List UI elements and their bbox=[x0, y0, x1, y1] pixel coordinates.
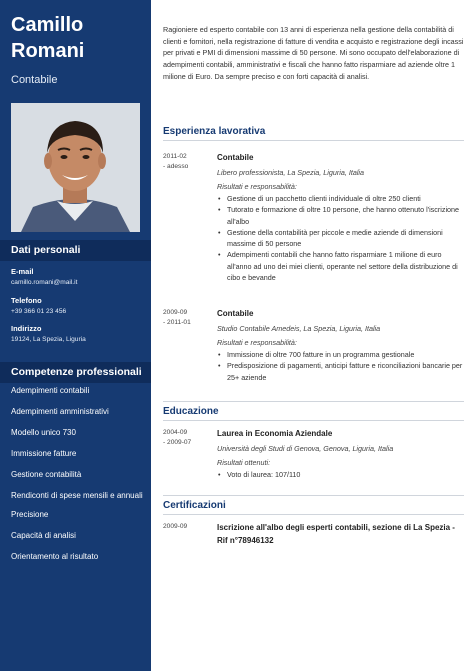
skills-heading: Competenze professionali bbox=[0, 362, 151, 383]
address-label: Indirizzo bbox=[11, 324, 42, 333]
skill-item: Modello unico 730 bbox=[11, 428, 76, 437]
education-date-to: - 2009-07 bbox=[163, 439, 192, 446]
education-bullets bbox=[217, 469, 465, 480]
certifications-heading bbox=[163, 495, 464, 515]
job-bullet: • Gestione di un pacchetto clienti individuale di oltre 250 clienti bbox=[227, 193, 465, 204]
job-entry bbox=[217, 308, 465, 383]
certification-date: 2009-09 bbox=[163, 523, 188, 530]
job-company: Libero professionista, La Spezia, Liguria, Italia bbox=[217, 168, 365, 177]
phone-value: +39 366 01 23 456 bbox=[11, 308, 67, 315]
education-results-label: Risultati ottenuti: bbox=[217, 458, 271, 467]
skill-item: Immissione fatture bbox=[11, 449, 77, 458]
job-bullet: • Immissione di oltre 700 fatture in un programma gestionale bbox=[227, 349, 465, 360]
job-date-from: 2009-09 bbox=[163, 309, 188, 316]
skill-item: Orientamento al risultato bbox=[11, 552, 99, 561]
job-dates bbox=[163, 308, 211, 328]
education-entry bbox=[217, 428, 465, 480]
job-bullet: • Gestione della contabilità per piccole e medie aziende di dimensioni massime di 50 persone bbox=[227, 227, 465, 250]
address-value: 19124, La Spezia, Liguria bbox=[11, 336, 86, 343]
phone-block bbox=[11, 296, 66, 315]
experience-heading bbox=[163, 126, 464, 141]
school-name: Università degli Studi di Genova, Genova, Liguria, Italia bbox=[217, 444, 394, 453]
skill-item: Adempimenti contabili bbox=[11, 386, 90, 395]
profile-summary: Ragioniere ed esperto contabile con 13 anni di esperienza nella gestione della contabilità di clienti e fornitori, nella registrazione di fatture di vendita e acquisto e registrazione degli incassi per privati e PMI di dimensioni massime di 50 persone. Mi sono occupato dell'elaborazione di adempimenti contabili, amministrativi e fiscali che hanno fatto risparmiare ad aziende oltre 1 milione di Euro. Da sempre preciso e con forti capacità di analisi. bbox=[163, 25, 464, 81]
job-bullet: • Adempimenti contabili che hanno fatto risparmiare 1 milione di euro all'anno ad uno dei miei clienti, operante nel settore della distribuzione di cibo e bevande bbox=[227, 249, 465, 283]
personal-data-heading: Dati personali bbox=[0, 240, 151, 261]
certification-entry bbox=[217, 521, 465, 547]
education-dates bbox=[163, 428, 211, 448]
job-bullet: • Predisposizione di pagamenti, anticipi fatture e riconciliazioni bancarie per 25+ aziende bbox=[227, 360, 465, 383]
experience-heading-text: Esperienza lavorativa bbox=[163, 126, 266, 137]
job-entry bbox=[217, 152, 465, 283]
profile-photo bbox=[11, 103, 140, 232]
skill-item: Gestione contabilità bbox=[11, 470, 82, 479]
first-name: Camillo bbox=[11, 14, 84, 36]
job-company: Studio Contabile Amedeis, La Spezia, Liguria, Italia bbox=[217, 324, 381, 333]
email-value[interactable]: camillo.romani@mail.it bbox=[11, 279, 78, 286]
education-heading bbox=[163, 401, 464, 421]
job-title: Contabile bbox=[217, 309, 254, 318]
skill-item: Rendiconti di spese mensili e annuali bbox=[11, 491, 143, 500]
job-title: Contabile bbox=[11, 74, 58, 86]
last-name: Romani bbox=[11, 40, 85, 62]
job-date-from: 2011-02 bbox=[163, 153, 187, 160]
job-date-to: - adesso bbox=[163, 163, 189, 170]
certifications-heading-text: Certificazioni bbox=[163, 500, 226, 511]
job-title: Contabile bbox=[217, 153, 254, 162]
candidate-name bbox=[11, 12, 84, 64]
education-heading-text: Educazione bbox=[163, 406, 219, 417]
job-results-label: Risultati e responsabilità: bbox=[217, 182, 297, 191]
job-dates bbox=[163, 152, 211, 172]
skill-item: Capacità di analisi bbox=[11, 531, 76, 540]
job-bullets bbox=[217, 193, 465, 283]
education-date-from: 2004-09 bbox=[163, 429, 188, 436]
degree-title: Laurea in Economia Aziendale bbox=[217, 429, 333, 438]
skills-list bbox=[11, 385, 143, 572]
email-label: E-mail bbox=[11, 267, 34, 276]
job-results-label: Risultati e responsabilità: bbox=[217, 338, 297, 347]
education-bullet: • Voto di laurea: 107/110 bbox=[227, 469, 465, 480]
sidebar bbox=[0, 0, 151, 671]
address-block bbox=[11, 324, 86, 343]
job-bullets bbox=[217, 349, 465, 383]
certification-title: Iscrizione all'albo degli esperti contabili, sezione di La Spezia - Rif n°78946132 bbox=[217, 523, 455, 545]
email-block bbox=[11, 267, 77, 286]
skill-item: Precisione bbox=[11, 510, 49, 519]
job-date-to: - 2011-01 bbox=[163, 319, 191, 326]
job-bullet: • Tutorato e formazione di oltre 10 persone, che hanno ottenuto l'iscrizione all'albo bbox=[227, 204, 465, 227]
skill-item: Adempimenti amministrativi bbox=[11, 407, 109, 416]
phone-label: Telefono bbox=[11, 296, 42, 305]
